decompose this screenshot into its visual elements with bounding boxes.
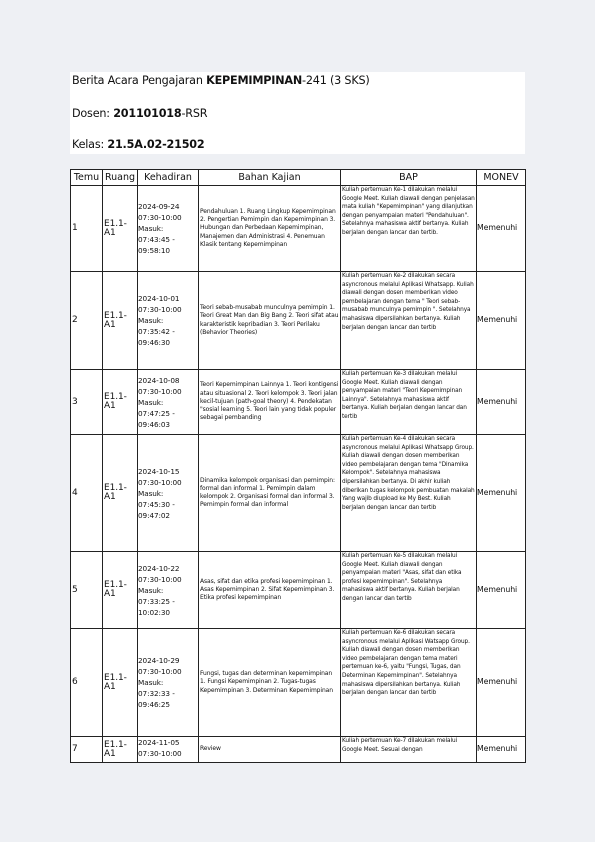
cell-monev: Memenuhi <box>477 272 526 370</box>
date: 2024-10-29 <box>138 656 180 665</box>
table-row <box>71 370 526 435</box>
date: 2024-10-01 <box>138 294 180 303</box>
cell-kehadiran <box>138 629 199 737</box>
attendance-table <box>70 169 526 763</box>
cell-monev: Memenuhi <box>477 737 526 763</box>
cell-bahan-kajian: Pendahuluan 1. Ruang Lingkup Kepemimpinan 2. Pengertian Pemimpin dan Kepemimpinan 3. Hubungan dan Perbedaan Kepemimpinan, Manajemen dan Administrasi 4. Penemuan Klasik tentang Kepemimpinan <box>199 186 341 272</box>
cell-kehadiran <box>138 370 199 435</box>
date: 2024-11-05 <box>138 738 180 747</box>
cell-kehadiran <box>138 737 199 763</box>
cell-ruang: E1.1-A1 <box>103 272 138 370</box>
table-row <box>71 552 526 629</box>
col-header-bahan-kajian: Bahan Kajian <box>199 170 341 186</box>
cell-temu: 5 <box>71 552 103 629</box>
masuk-time: 07:43:45 - 09:58:10 <box>138 235 175 255</box>
time: 07:30-10:00 <box>138 749 182 758</box>
table-row <box>71 629 526 737</box>
cell-ruang: E1.1-A1 <box>103 186 138 272</box>
cell-temu: 7 <box>71 737 103 763</box>
document-header <box>70 72 525 154</box>
cell-bap: Kuliah pertemuan Ke-7 dilakukan melalui Google Meet. Sesuai dengan <box>341 737 477 763</box>
cell-monev: Memenuhi <box>477 186 526 272</box>
time: 07:30-10:00 <box>138 574 182 584</box>
date: 2024-10-22 <box>138 563 180 573</box>
document-title: Berita Acara Pengajaran KEPEMIMPINAN-241 (3 SKS) <box>72 74 370 87</box>
table-row <box>71 435 526 552</box>
masuk-label: Masuk: <box>138 585 164 595</box>
cell-bahan-kajian: Review <box>199 737 341 763</box>
masuk-time: 07:33:25 - 10:02:30 <box>138 596 175 617</box>
cell-ruang: E1.1-A1 <box>103 370 138 435</box>
cell-ruang: E1.1-A1 <box>103 552 138 629</box>
date: 2024-09-24 <box>138 202 180 211</box>
cell-bahan-kajian: Teori sebab-musabab munculnya pemimpin 1. Teori Great Man dan Big Bang 2. Teori sifat atau karakteristik kepribadian 3. Teori Perilaku (Behavior Theories) <box>199 272 341 370</box>
table-row <box>71 272 526 370</box>
col-header-temu: Temu <box>71 170 103 186</box>
cell-monev: Memenuhi <box>477 629 526 737</box>
cell-bahan-kajian: Fungsi, tugas dan determinan kepemimpinan 1. Fungsi Kepemimpinan 2. Tugas-tugas Kepemimpinan 3. Determinan Kepemimpinan <box>199 629 341 737</box>
masuk-time: 07:32:33 - 09:46:25 <box>138 689 175 709</box>
time: 07:30-10:00 <box>138 213 182 222</box>
cell-monev: Memenuhi <box>477 552 526 629</box>
cell-bahan-kajian: Teori Kepemimpinan Lainnya 1. Teori kontigensi atau situasional 2. Teori kelompok 3. Teori jalan kecil-tujuan (path-goal theory) 4. Pendekatan "sosial learning 5. Teori lain yang tidak populer sebagai pembanding <box>199 370 341 435</box>
cell-kehadiran <box>138 186 199 272</box>
cell-kehadiran <box>138 435 199 552</box>
cell-bap: Kuliah pertemuan Ke-5 dilakukan melalui Google Meet. Kuliah diawali dengan penyampaian materi "Asas, sifat dan etika profesi kepemimpinan". Setelahnya mahasiswa aktif bertanya. Kuliah berjalan dengan lancar dan tertib <box>341 552 477 629</box>
cell-monev: Memenuhi <box>477 370 526 435</box>
cell-temu: 1 <box>71 186 103 272</box>
cell-kehadiran <box>138 272 199 370</box>
masuk-time: 07:45:30 - 09:47:02 <box>138 499 175 520</box>
masuk-label: Masuk: <box>138 316 164 325</box>
cell-temu: 6 <box>71 629 103 737</box>
masuk-label: Masuk: <box>138 397 164 407</box>
table-row <box>71 186 526 272</box>
time: 07:30-10:00 <box>138 305 182 314</box>
cell-temu: 3 <box>71 370 103 435</box>
cell-temu: 4 <box>71 435 103 552</box>
time: 07:30-10:00 <box>138 667 182 676</box>
time: 07:30-10:00 <box>138 477 182 487</box>
col-header-monev: MONEV <box>477 170 526 186</box>
col-header-kehadiran: Kehadiran <box>138 170 199 186</box>
class-line: Kelas: 21.5A.02-21502 <box>72 138 205 151</box>
lecturer-line: Dosen: 201101018-RSR <box>72 107 208 120</box>
cell-ruang: E1.1-A1 <box>103 629 138 737</box>
date: 2024-10-08 <box>138 375 180 385</box>
col-header-ruang: Ruang <box>103 170 138 186</box>
time: 07:30-10:00 <box>138 386 182 396</box>
date: 2024-10-15 <box>138 466 180 476</box>
cell-bap: Kuliah pertemuan Ke-1 dilakukan melalui Google Meet. Kuliah diawali dengan penjelasan mata kuliah "Kepemimpinan" yang dilanjutkan dengan penyampaian materi "Pendahuluan". Setelahnya mahasiswa aktif bertanya. Kuliah berjalan dengan lancar dan tertib. <box>341 186 477 272</box>
masuk-label: Masuk: <box>138 488 164 498</box>
masuk-label: Masuk: <box>138 224 164 233</box>
table-header-row <box>71 170 526 186</box>
cell-temu: 2 <box>71 272 103 370</box>
cell-ruang: E1.1-A1 <box>103 737 138 763</box>
cell-bap: Kuliah pertemuan Ke-6 dilakukan secara asyncronous melalui Aplikasi Watsapp Group. Kuliah diawali dengan dosen memberikan video pembelajaran dengan tema materi pertemuan ke-6, yaitu "Fungsi, Tugas, dan Determinan Kepemimpinan". Setelahnya mahasiswa dipersilahkan bertanya. Kuliah berjalan dengan lancar dan tertib <box>341 629 477 737</box>
masuk-label: Masuk: <box>138 678 164 687</box>
cell-bap: Kuliah pertemuan Ke-3 dilakukan melalui Google Meet. Kuliah diawali dengan penyampaian materi "Teori Kepemimpinan Lainnya". Setelahnya mahasiswa aktif bertanya. Kuliah berjalan dengan lancar dan tertib <box>341 370 477 435</box>
masuk-time: 07:47:25 - 09:46:03 <box>138 408 175 429</box>
cell-bap: Kuliah pertemuan Ke-2 dilakukan secara asyncronous melalui Aplikasi Whatsapp. Kuliah diawali dengan dosen memberikan video pembelajaran dengan tema " Teori sebab-musabab munculnya pemimpin ". Setelahnya mahasiswa dipersilahkan bertanya. Kuliah berjalan dengan lancar dan tertib <box>341 272 477 370</box>
cell-bahan-kajian: Asas, sifat dan etika profesi kepemimpinan 1. Asas Kepemimpinan 2. Sifat Kepemimpinan 3. Etika profesi kepemimpinan <box>199 552 341 629</box>
cell-ruang: E1.1-A1 <box>103 435 138 552</box>
masuk-time: 07:35:42 - 09:46:30 <box>138 327 175 347</box>
cell-kehadiran <box>138 552 199 629</box>
cell-bahan-kajian: Dinamika kelompok organisasi dan pemimpin: formal dan informal 1. Pemimpin dalam kelompok 2. Organisasi formal dan informal 3. Pemimpin formal dan informal <box>199 435 341 552</box>
cell-bap: Kuliah pertemuan Ke-4 dilakukan secara asyncronous melalui Aplikasi Whatsapp Group. Kuliah diawali dengan dosen memberikan video pembelajaran dengan tema "Dinamika Kelompok". Setelahnya mahasiswa dipersilahkan bertanya. Di akhir kuliah diberikan tugas kelompok pembuatan makalah Yang wajib diupload ke My Best. Kuliah berjalan dengan lancar dan tertib <box>341 435 477 552</box>
col-header-bap: BAP <box>341 170 477 186</box>
cell-monev: Memenuhi <box>477 435 526 552</box>
table-row <box>71 737 526 763</box>
